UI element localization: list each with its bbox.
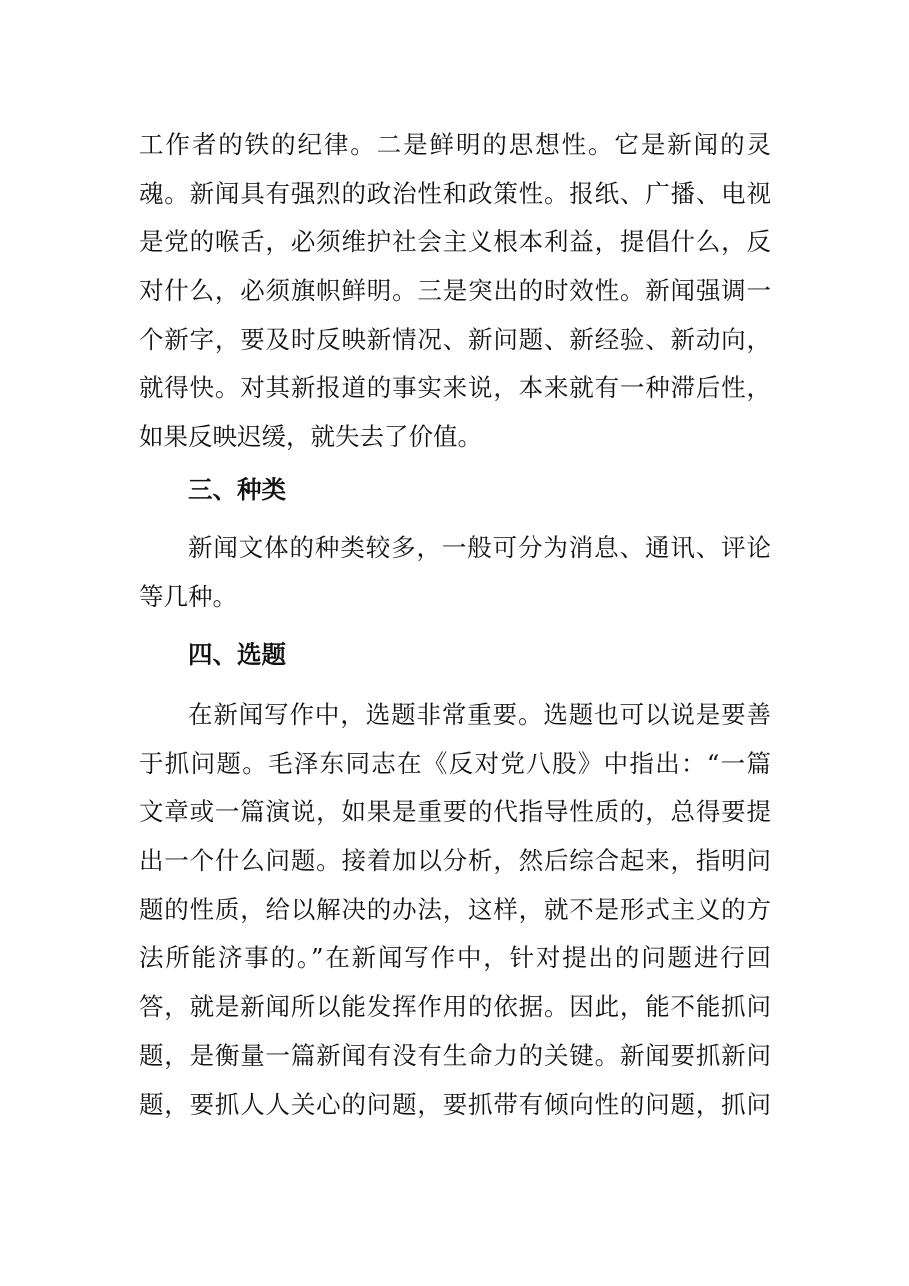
paragraph-line: 答，就是新闻所以能发挥作用的依据。因此，能不能抓问 (139, 992, 771, 1022)
paragraph-line: 工作者的铁的纪律。二是鲜明的思想性。它是新闻的灵 (139, 130, 771, 159)
paragraph-line: 于抓问题。毛泽东同志在《反对党八股》中指出：“一篇 (139, 748, 771, 778)
paragraph-line: 等几种。 (139, 581, 237, 611)
paragraph-line: 题的性质，给以解决的办法，这样，就不是形式主义的方 (139, 894, 771, 924)
paragraph-line: 题，要抓人人关心的问题，要抓带有倾向性的问题，抓问 (139, 1089, 771, 1119)
paragraph-line: 个新字，要及时反映新情况、新问题、新经验、新动向， (139, 324, 771, 354)
paragraph-line: 魂。新闻具有强烈的政治性和政策性。报纸、广播、电视 (139, 178, 771, 208)
paragraph-line: 法所能济事的。”在新闻写作中，针对提出的问题进行回 (139, 943, 771, 973)
paragraph-line: 题，是衡量一篇新闻有没有生命力的关键。新闻要抓新问 (139, 1040, 771, 1070)
paragraph-line: 就得快。对其新报道的事实来说，本来就有一种滞后性， (139, 373, 771, 403)
paragraph-line: 文章或一篇演说，如果是重要的代指导性质的，总得要提 (139, 797, 771, 827)
paragraph-line: 是党的喉舌，必须维护社会主义根本利益，提倡什么，反 (139, 227, 771, 257)
section-heading-types: 三、种类 (188, 475, 286, 504)
paragraph-line: 新闻文体的种类较多，一般可分为消息、通讯、评论 (188, 533, 771, 562)
paragraph-line: 如果反映迟缓，就失去了价值。 (139, 422, 482, 452)
section-heading-topic-selection: 四、选题 (188, 640, 286, 669)
paragraph-topic-selection (139, 691, 771, 1129)
paragraph-line: 在新闻写作中，选题非常重要。选题也可以说是要善 (188, 700, 771, 729)
paragraph-line: 对什么，必须旗帜鲜明。三是突出的时效性。新闻强调一 (139, 276, 771, 306)
paragraph-types (139, 524, 771, 621)
paragraph-news-characteristics (139, 121, 771, 462)
paragraph-line: 出一个什么问题。接着加以分析，然后综合起来，指明问 (139, 846, 771, 876)
